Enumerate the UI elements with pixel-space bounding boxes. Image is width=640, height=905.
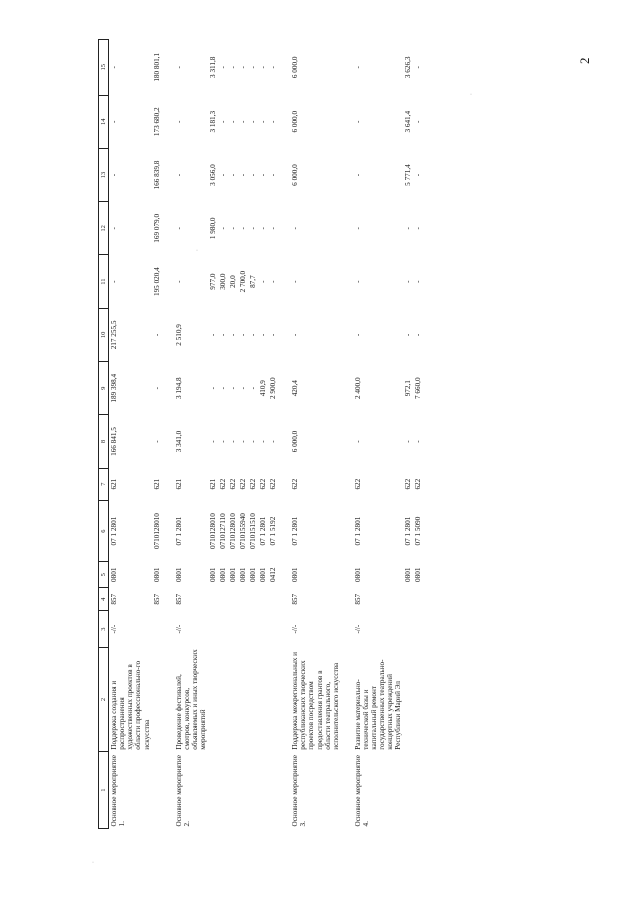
table-cell-c13: 166 839,8 (152, 160, 161, 190)
table-cell-c5: 0801 (404, 567, 413, 582)
table-cell-c3 (403, 611, 413, 647)
table-cell-c1 (413, 752, 423, 829)
table-cell-c8: - (229, 440, 238, 443)
table-cell-c7: 622 (239, 478, 248, 490)
table-cell-c15: 3 311,8 (208, 56, 217, 78)
column-number: 12 (99, 202, 109, 255)
table-cell-c11: 977,0 (208, 273, 217, 290)
table-cell-c2 (413, 647, 423, 751)
table-cell-c11: - (269, 280, 278, 283)
table-cell-c15: - (249, 66, 258, 69)
table-cell-c15: - (110, 66, 119, 69)
table-cell-c13: - (414, 173, 423, 177)
table-cell-c10: - (259, 333, 268, 337)
table-cell-c15: - (269, 66, 278, 69)
table-cell-c14: 173 680,2 (152, 107, 161, 137)
table-cell-c8: - (239, 440, 248, 443)
row-spacer (162, 40, 174, 829)
table-cell-c14: 3 641,4 (404, 110, 413, 133)
table-cell-c13: 6 000,0 (291, 164, 300, 186)
table-cell-c3: -//- (174, 624, 183, 634)
table-cell-c4: 857 (353, 593, 362, 605)
table-cell-c9: - (239, 387, 248, 390)
table-cell-c2 (268, 647, 278, 751)
table-cell-c3 (218, 611, 228, 647)
table-cell-c7: 622 (414, 478, 423, 490)
table-cell-c5: 0801 (291, 567, 300, 582)
table-cell-c8: - (208, 440, 217, 443)
table-cell-c13: - (239, 173, 248, 177)
table-cell-c10: 217 255,5 (110, 320, 119, 350)
table-cell-c4 (258, 588, 268, 611)
table-cell-c6: 07 1 2801 (110, 516, 119, 546)
table-cell-c1: Основное мероприятие 4. (353, 755, 370, 827)
table-cell-c7: 622 (353, 478, 362, 490)
budget-table (98, 39, 423, 829)
table-cell-c11: 195 020,4 (152, 267, 161, 296)
table-cell-c7: 621 (110, 478, 119, 490)
table-cell-c15: - (174, 66, 183, 69)
table-cell-c12: - (249, 227, 258, 230)
table-cell-c9: 189 398,4 (110, 373, 119, 403)
table-cell-c1 (152, 752, 162, 829)
table-cell-c3 (268, 611, 278, 647)
table-cell-c1 (268, 752, 278, 829)
table-cell-c12: - (174, 227, 183, 230)
table-cell-c2 (258, 647, 268, 751)
table-row (109, 40, 152, 829)
table-cell-c5: 0801 (218, 567, 227, 582)
row-spacer-cell (278, 40, 290, 829)
table-cell-c11: 87,7 (249, 275, 258, 288)
table-cell-c6: 07 1 5090 (414, 516, 423, 546)
table-cell-c14: - (414, 120, 423, 123)
column-number: 6 (99, 500, 109, 562)
table-cell-c15: - (229, 66, 238, 69)
table-cell-c9: 420,4 (291, 380, 300, 397)
table-cell-c12: 1 980,0 (208, 217, 217, 240)
scan-dot: · (470, 92, 472, 98)
table-cell-c1 (258, 752, 268, 829)
column-number-row (99, 40, 109, 829)
table-cell-c1 (403, 752, 413, 829)
table-cell-c6: 07 1 2801 (259, 516, 268, 546)
column-number: 7 (99, 468, 109, 500)
table-cell-c14: - (110, 120, 119, 123)
table-cell-c10: - (291, 333, 300, 337)
table-cell-c13: 3 056,0 (208, 164, 217, 186)
table-cell-c14: - (218, 120, 227, 123)
table-cell-c1: Основное мероприятие 3. (291, 755, 308, 827)
table-cell-c9: 972,1 (404, 380, 413, 397)
table-row (248, 40, 258, 829)
table-cell-c5: 0801 (249, 567, 258, 582)
table-cell-c11: - (291, 280, 300, 283)
table-cell-c8: 3 341,0 (174, 430, 183, 453)
column-number: 4 (99, 588, 109, 611)
column-number: 3 (99, 611, 109, 647)
table-cell-c8: - (152, 440, 161, 443)
table-cell-c3 (248, 611, 258, 647)
table-cell-c2 (218, 647, 228, 751)
table-cell-c8: - (414, 440, 423, 443)
table-cell-c3 (152, 611, 162, 647)
table-cell-c5: 0801 (174, 567, 183, 582)
table-cell-c12: - (259, 227, 268, 230)
table-cell-c14: 3 181,3 (208, 110, 217, 133)
table-cell-c5: 0801 (414, 567, 423, 582)
table-cell-c14: - (259, 120, 268, 123)
table-cell-c11: 2 700,0 (239, 270, 248, 293)
table-cell-c9: 7 660,0 (414, 377, 423, 399)
table-cell-c1: Основное мероприятие 1. (110, 755, 127, 827)
table-cell-c13: - (259, 173, 268, 177)
table-cell-c8: - (353, 440, 362, 443)
table-cell-c15: - (353, 66, 362, 69)
table-cell-c15: - (239, 66, 248, 69)
table-cell-c12: - (218, 227, 227, 230)
table-cell-c5: 0801 (229, 567, 238, 582)
table-cell-c11: - (174, 280, 183, 283)
table-cell-c15: - (259, 66, 268, 69)
table-cell-c14: - (249, 120, 258, 123)
table-cell-c9: - (218, 387, 227, 390)
table-cell-c11: - (110, 280, 119, 283)
table-cell-c1 (218, 752, 228, 829)
table-cell-c6: 0710128010 (152, 513, 161, 550)
table-cell-c5: 0801 (239, 567, 248, 582)
table-cell-c14: - (239, 120, 248, 123)
table-cell-c14: - (229, 120, 238, 123)
column-number: 9 (99, 362, 109, 415)
table-cell-c1 (208, 752, 218, 829)
table-cell-c6: 07 1 2801 (291, 516, 300, 546)
table-cell-c10: - (229, 333, 238, 337)
table-cell-c14: - (353, 120, 362, 123)
table-cell-c13: 5 771,4 (404, 164, 413, 186)
table-cell-c12: - (404, 227, 413, 230)
table-cell-c15: 6 000,0 (291, 56, 300, 79)
scan-dot: · (196, 248, 198, 254)
table-cell-c5: 0801 (152, 567, 161, 582)
table-cell-c5: 0801 (208, 567, 217, 582)
table-cell-c8: - (269, 440, 278, 443)
table-cell-c6: 0710151510 (249, 513, 258, 550)
table-cell-c1 (238, 752, 248, 829)
table-cell-c8: - (218, 440, 227, 443)
table-cell-c9: 2 900,0 (269, 377, 278, 399)
table-cell-c8: - (259, 440, 268, 443)
table-cell-c2: Развитие материально-технической базы и капитальный ремонт государственных театрально-концертных учреждений Республики Марий Эл (353, 659, 403, 750)
column-number: 15 (99, 40, 109, 96)
table-cell-c13: - (174, 173, 183, 177)
table-cell-c11: - (353, 280, 362, 283)
row-spacer-cell (162, 40, 174, 829)
row-spacer-cell (341, 40, 353, 829)
table-row (218, 40, 228, 829)
table-cell-c8: - (249, 440, 258, 443)
row-spacer (278, 40, 290, 829)
table-cell-c13: - (218, 173, 227, 177)
table-cell-c7: 622 (249, 478, 258, 490)
table-cell-c12: 169 079,0 (152, 213, 161, 243)
table-cell-c2 (208, 647, 218, 751)
table-row (238, 40, 248, 829)
table-cell-c4 (403, 588, 413, 611)
table-row (174, 40, 208, 829)
table-cell-c13: - (353, 173, 362, 177)
table-cell-c10: - (414, 333, 423, 337)
table-cell-c11: 300,0 (218, 273, 227, 290)
table-cell-c1 (228, 752, 238, 829)
table-cell-c12: - (353, 227, 362, 230)
table-cell-c14: 6 000,0 (291, 110, 300, 133)
table-cell-c12: - (269, 227, 278, 230)
table-cell-c13: - (110, 173, 119, 177)
budget-table-rotated (98, 39, 536, 829)
table-cell-c12: - (229, 227, 238, 230)
table-cell-c4 (248, 588, 258, 611)
table-cell-c6: 0710128010 (229, 513, 238, 550)
table-row (152, 40, 162, 829)
table-cell-c3 (208, 611, 218, 647)
table-cell-c7: 622 (218, 478, 227, 490)
column-number: 2 (99, 647, 109, 751)
table-cell-c1 (248, 752, 258, 829)
table-cell-c10: - (353, 333, 362, 337)
table-cell-c6: 0710128010 (208, 513, 217, 550)
table-cell-c3 (228, 611, 238, 647)
row-spacer (341, 40, 353, 829)
table-cell-c2 (228, 647, 238, 751)
table-cell-c5: 0801 (353, 567, 362, 582)
table-cell-c4: 857 (152, 593, 161, 605)
table-cell-c2 (248, 647, 258, 751)
table-cell-c5: 0801 (110, 567, 119, 582)
table-cell-c7: 622 (404, 478, 413, 490)
table-cell-c4: 857 (110, 593, 119, 605)
table-cell-c9: 2 400,0 (353, 377, 362, 399)
table-cell-c13: - (229, 173, 238, 177)
table-cell-c12: - (291, 227, 300, 230)
table-cell-c6: 07 1 2801 (353, 516, 362, 546)
table-cell-c2: Поддержка межрегиональных и республиканских творческих проектов посредством предоставления грантов в области театрального, исполнительского искусства (291, 651, 340, 750)
table-cell-c12: - (239, 227, 248, 230)
table-cell-c11: - (259, 280, 268, 283)
table-row (353, 40, 403, 829)
column-number: 11 (99, 255, 109, 308)
column-number: 13 (99, 148, 109, 201)
table-cell-c8: - (404, 440, 413, 443)
table-cell-c13: - (269, 173, 278, 177)
table-cell-c3 (238, 611, 248, 647)
table-cell-c10: - (249, 333, 258, 337)
table-cell-c3: -//- (353, 624, 362, 634)
table-row (290, 40, 340, 829)
table-cell-c5: 0412 (269, 567, 278, 582)
table-row (268, 40, 278, 829)
table-cell-c7: 621 (152, 478, 161, 490)
table-row (228, 40, 238, 829)
table-cell-c2: Поддержка создания и распространения художественных проектов в области профессионально-го искусства (110, 660, 151, 750)
table-cell-c9: - (152, 387, 161, 390)
table-cell-c2 (403, 647, 413, 751)
table-cell-c12: - (414, 227, 423, 230)
table-cell-c7: 621 (208, 478, 217, 490)
table-cell-c10: 2 510,9 (174, 324, 183, 346)
table-cell-c6: 07 1 2801 (404, 516, 413, 546)
column-number: 5 (99, 562, 109, 588)
table-row (403, 40, 413, 829)
table-cell-c4 (238, 588, 248, 611)
table-cell-c5: 0801 (259, 567, 268, 582)
table-cell-c15: - (414, 66, 423, 69)
table-cell-c10: - (208, 333, 217, 337)
table-cell-c10: - (404, 333, 413, 337)
table-cell-c10: - (269, 333, 278, 337)
table-cell-c15: 3 626,3 (404, 56, 413, 79)
table-row (258, 40, 268, 829)
table-body (99, 40, 424, 829)
column-number: 10 (99, 308, 109, 361)
table-cell-c2 (238, 647, 248, 751)
table-cell-c15: - (218, 66, 227, 69)
column-number: 1 (99, 752, 109, 829)
table-cell-c6: 0710155940 (239, 513, 248, 550)
table-cell-c10: - (152, 333, 161, 337)
table-cell-c12: - (110, 227, 119, 230)
table-cell-c9: - (208, 387, 217, 390)
table-cell-c4 (413, 588, 423, 611)
table-cell-c4: 857 (291, 593, 300, 605)
table-cell-c7: 622 (291, 478, 300, 490)
table-cell-c9: 3 194,8 (174, 377, 183, 399)
column-number: 14 (99, 95, 109, 148)
table-cell-c3 (413, 611, 423, 647)
table-cell-c6: 07 1 2801 (174, 516, 183, 546)
table-cell-c9: 410,9 (259, 380, 268, 397)
table-cell-c7: 622 (229, 478, 238, 490)
table-cell-c9: - (229, 387, 238, 390)
table-cell-c15: 180 801,1 (152, 52, 161, 82)
table-cell-c4 (268, 588, 278, 611)
table-cell-c2: Проведение фестивалей, смотров, конкурсов, объявляемых и иных творческих мероприятий (174, 649, 207, 750)
table-cell-c3 (258, 611, 268, 647)
table-cell-c4 (228, 588, 238, 611)
table-cell-c10: - (239, 333, 248, 337)
table-cell-c10: - (218, 333, 227, 337)
table-cell-c13: - (249, 173, 258, 177)
table-cell-c4 (208, 588, 218, 611)
table-cell-c8: 6 000,0 (291, 430, 300, 453)
table-cell-c6: 07 1 5192 (269, 516, 278, 546)
table-cell-c7: 622 (259, 478, 268, 490)
table-cell-c11: 20,0 (229, 275, 238, 288)
table-cell-c11: - (404, 280, 413, 283)
table-cell-c3: -//- (110, 624, 119, 634)
table-cell-c3: -//- (291, 624, 300, 634)
table-cell-c4 (218, 588, 228, 611)
table-row (413, 40, 423, 829)
table-cell-c14: - (174, 120, 183, 123)
scan-dot: · (92, 860, 94, 866)
table-cell-c7: 621 (174, 478, 183, 490)
table-cell-c11: - (414, 280, 423, 283)
table-row (208, 40, 218, 829)
table-cell-c4: 857 (174, 593, 183, 605)
table-cell-c14: - (269, 120, 278, 123)
table-cell-c9: - (249, 387, 258, 390)
table-cell-c1: Основное мероприятие 2. (174, 755, 191, 827)
table-cell-c6: 0710127110 (218, 513, 227, 549)
table-cell-c2 (152, 647, 162, 751)
table-cell-c8: 166 841,5 (110, 427, 119, 456)
page-number: 2 (577, 57, 592, 64)
table-cell-c7: 622 (269, 478, 278, 490)
column-number: 8 (99, 415, 109, 468)
